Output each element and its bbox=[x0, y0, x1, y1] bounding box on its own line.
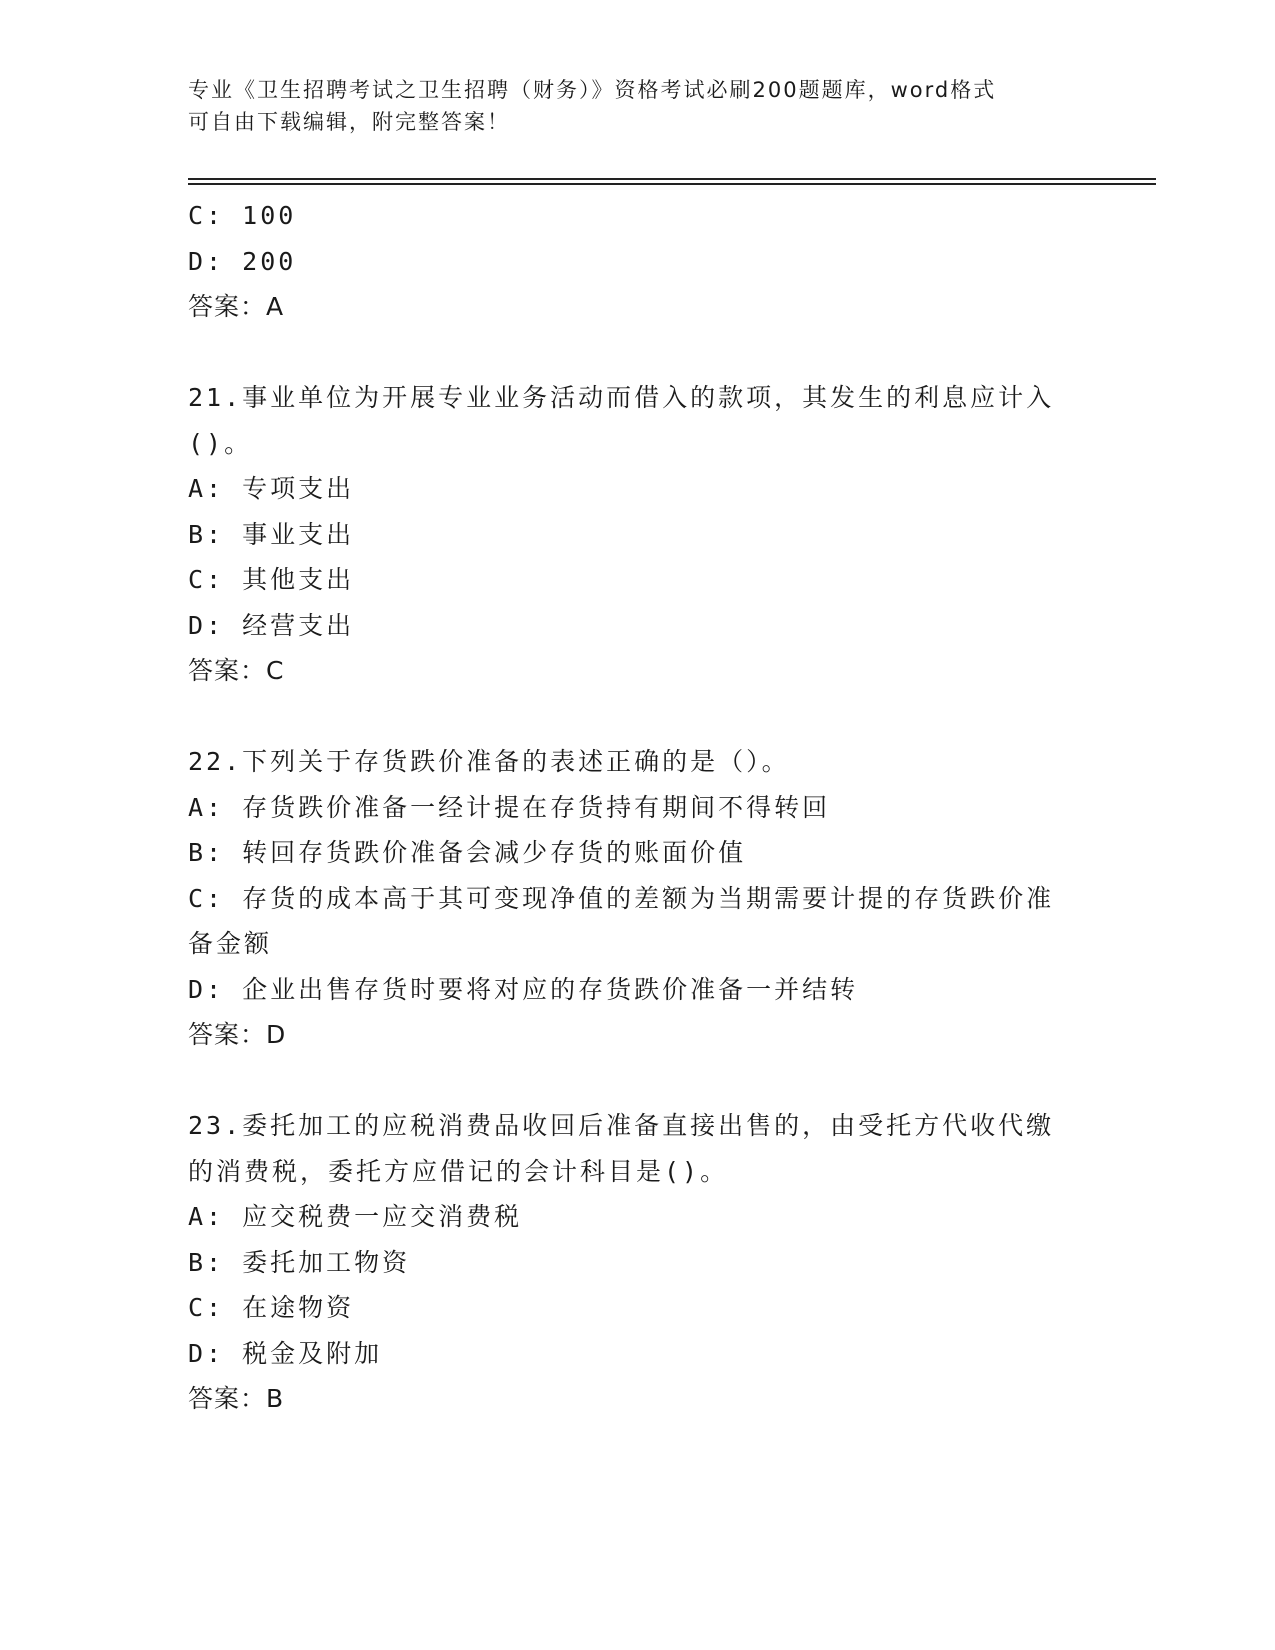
option-b: B: 事业支出 bbox=[188, 519, 355, 549]
option-a: A: 专项支出 bbox=[188, 474, 355, 503]
option-d: D: 经营支出 bbox=[188, 610, 355, 640]
option-b: B: 委托加工物资 bbox=[188, 1247, 411, 1277]
header-rule-bottom bbox=[188, 183, 1156, 185]
question-22 bbox=[188, 739, 1068, 1058]
question-23 bbox=[188, 1103, 1068, 1422]
option-c: C: 100 bbox=[188, 201, 297, 230]
prev-question bbox=[188, 193, 1068, 330]
option-d: D: 企业出售存货时要将对应的存货跌价准备一并结转 bbox=[188, 974, 859, 1004]
question-21 bbox=[188, 375, 1068, 694]
question-stem: 21.事业单位为开展专业业务活动而借入的款项，其发生的利息应计入 bbox=[188, 383, 1055, 412]
header-rule-top bbox=[188, 178, 1156, 180]
option-a: A: 应交税费一应交消费税 bbox=[188, 1202, 523, 1231]
question-stem-cont: 的消费税，委托方应借记的会计科目是()。 bbox=[188, 1156, 729, 1186]
header-line-2: 可自由下载编辑，附完整答案！ bbox=[188, 110, 510, 134]
question-stem-cont: ()。 bbox=[188, 428, 253, 458]
option-c: C: 存货的成本高于其可变现净值的差额为当期需要计提的存货跌价准 bbox=[188, 883, 1055, 913]
option-c-cont: 备金额 bbox=[188, 929, 273, 958]
answer: 答案：D bbox=[188, 1020, 287, 1049]
option-d: D: 税金及附加 bbox=[188, 1338, 383, 1368]
option-b: B: 转回存货跌价准备会减少存货的账面价值 bbox=[188, 838, 747, 867]
question-content bbox=[188, 193, 1068, 1422]
document-header bbox=[188, 74, 1068, 138]
question-stem: 22.下列关于存货跌价准备的表述正确的是（）。 bbox=[188, 747, 790, 776]
question-stem: 23.委托加工的应税消费品收回后准备直接出售的，由受托方代收代缴 bbox=[188, 1111, 1055, 1140]
header-line-1: 专业《卫生招聘考试之卫生招聘（财务）》资格考试必刷200题题库，word格式 bbox=[188, 78, 997, 102]
option-a: A: 存货跌价准备一经计提在存货持有期间不得转回 bbox=[188, 792, 831, 822]
answer: 答案：C bbox=[188, 656, 285, 685]
answer: 答案：B bbox=[188, 1384, 285, 1413]
option-c: C: 在途物资 bbox=[188, 1293, 355, 1322]
option-d: D: 200 bbox=[188, 246, 297, 276]
answer: 答案：A bbox=[188, 292, 285, 321]
option-c: C: 其他支出 bbox=[188, 565, 355, 594]
